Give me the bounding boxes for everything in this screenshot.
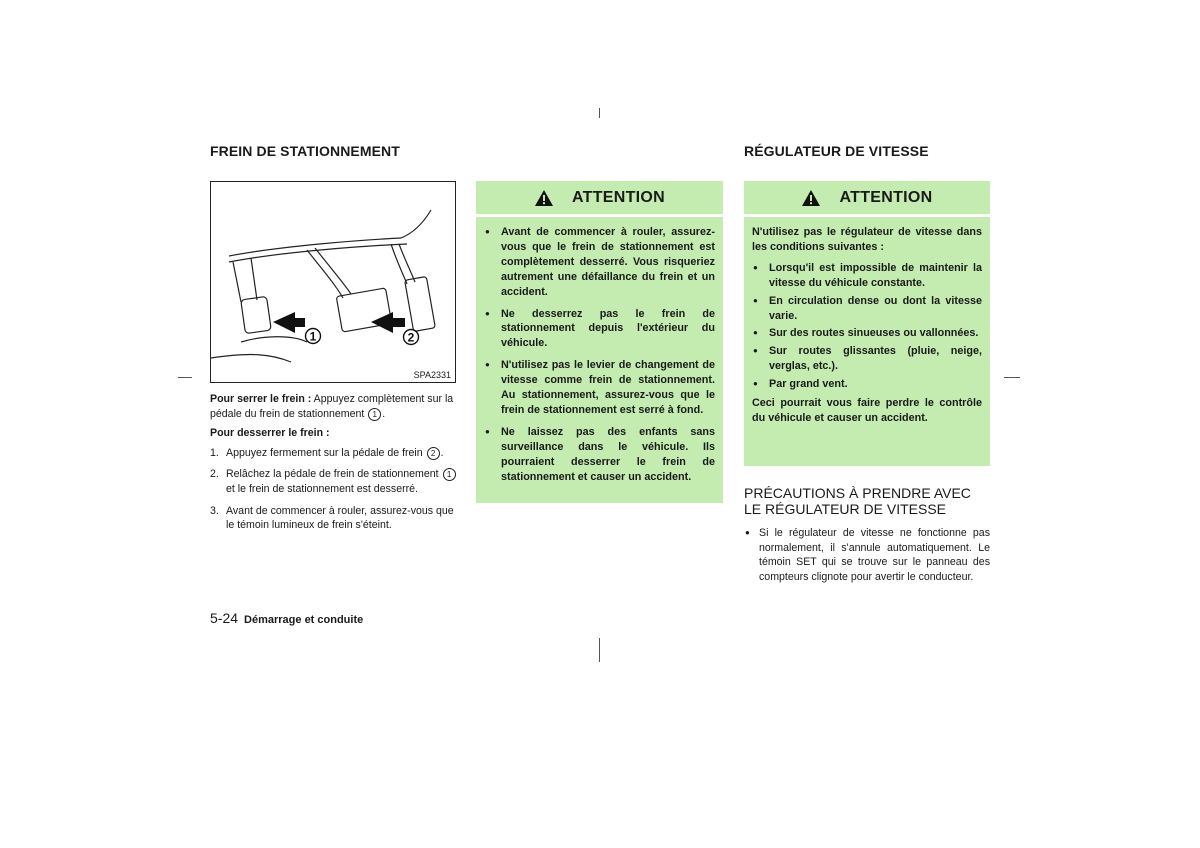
list-item: ● Si le régulateur de vitesse ne fonctionne pas normalement, il s'annule automatiquement. Le témoin SET qui se trouve sur le panneau des compteurs clignote pour avertir le conducteur. bbox=[744, 526, 990, 584]
warning-conclusion: Ceci pourrait vous faire perdre le contrôle du véhicule et causer un accident. bbox=[752, 397, 982, 424]
subheading-precautions: PRÉCAUTIONS À PRENDRE AVEC LE RÉGULATEUR DE VITESSE bbox=[744, 485, 971, 517]
crop-mark-right bbox=[1004, 377, 1020, 378]
list-item: 2. Relâchez la pédale de frein de stationnement 1 et le frein de stationnement est desserré. bbox=[210, 467, 457, 496]
release-steps-list bbox=[210, 446, 457, 533]
apply-brake-text: Appuyez complètement sur la pédale du frein de stationnement bbox=[210, 393, 454, 420]
figure-callout-1: 1 bbox=[309, 329, 317, 344]
left-body-text: Pour serrer le frein : Appuyez complètement sur la pédale du frein de stationnement 1 . Pour desserrer le frein : 1. Appuyez fermement sur la pédale de frein 2 . 2. Relâchez la pédale de frein de stationnement 1 et le frein de stationnement est desserré. 3. Avant de commencer à rouler, assurez-vous que le témoin lumineux de frein s'éteint. bbox=[210, 392, 457, 540]
cruise-warning-box bbox=[744, 181, 990, 466]
warning-triangle-icon bbox=[801, 189, 821, 207]
precautions-body bbox=[744, 526, 990, 591]
warning-triangle-icon bbox=[534, 189, 554, 207]
list-item: ● Ne desserrez pas le frein de stationnement depuis l'extérieur du véhicule. bbox=[484, 307, 715, 352]
ref-circle-2: 2 bbox=[427, 447, 440, 460]
list-item: 1. Appuyez fermement sur la pédale de frein 2 . bbox=[210, 446, 444, 459]
heading-cruise-control: RÉGULATEUR DE VITESSE bbox=[744, 143, 929, 159]
precautions-list bbox=[744, 526, 990, 584]
warning-header bbox=[476, 181, 723, 214]
list-item: ● Par grand vent. bbox=[752, 377, 982, 392]
crop-mark-top bbox=[599, 108, 600, 118]
page-number: 5-24 bbox=[210, 610, 239, 626]
list-item: ● Sur des routes sinueuses ou vallonnées. bbox=[752, 326, 982, 341]
warning-list bbox=[752, 261, 982, 392]
parking-brake-figure bbox=[210, 181, 456, 383]
page-footer bbox=[210, 610, 363, 626]
list-item: ● N'utilisez pas le levier de changement de vitesse comme frein de stationnement. Au stationnement, assurez-vous que le frein de stationnement est serré à fond. bbox=[484, 358, 715, 418]
ref-circle-1: 1 bbox=[443, 468, 456, 481]
ref-circle-1: 1 bbox=[368, 408, 381, 421]
warning-body bbox=[744, 217, 990, 434]
list-item: 3. Avant de commencer à rouler, assurez-vous que le témoin lumineux de frein s'éteint. bbox=[210, 504, 454, 532]
warning-header bbox=[744, 181, 990, 214]
warning-title: ATTENTION bbox=[571, 188, 666, 206]
heading-parking-brake: FREIN DE STATIONNEMENT bbox=[210, 143, 400, 159]
crop-mark-left bbox=[178, 377, 192, 378]
warning-intro: N'utilisez pas le régulateur de vitesse dans les conditions suivantes : bbox=[752, 226, 982, 253]
section-title: Démarrage et conduite bbox=[244, 614, 364, 626]
release-brake-label: Pour desserrer le frein : bbox=[210, 427, 330, 440]
figure-code: SPA2331 bbox=[413, 370, 451, 380]
warning-title: ATTENTION bbox=[839, 188, 933, 206]
list-item: ● Sur routes glissantes (pluie, neige, verglas, etc.). bbox=[752, 344, 982, 374]
crop-mark-bottom bbox=[599, 638, 600, 662]
list-item: ● Avant de commencer à rouler, assurez-vous que le frein de stationnement est complètement desserré. Vous risqueriez autrement une défaillance du frein et un accident. bbox=[484, 225, 715, 300]
warning-list bbox=[484, 225, 715, 485]
warning-body bbox=[476, 217, 723, 500]
list-item: ● En circulation dense ou dont la vitesse varie. bbox=[752, 294, 982, 324]
apply-brake-label: Pour serrer le frein : bbox=[210, 393, 312, 405]
list-item: ● Lorsqu'il est impossible de maintenir la vitesse du véhicule constante. bbox=[752, 261, 982, 291]
figure-callout-2: 2 bbox=[407, 330, 415, 345]
parking-brake-warning-box bbox=[476, 181, 723, 503]
list-item: ● Ne laissez pas des enfants sans surveillance dans le véhicule. Ils pourraient desserrer le frein de stationnement et causer un accident. bbox=[484, 425, 715, 485]
pedal-illustration bbox=[211, 182, 455, 382]
